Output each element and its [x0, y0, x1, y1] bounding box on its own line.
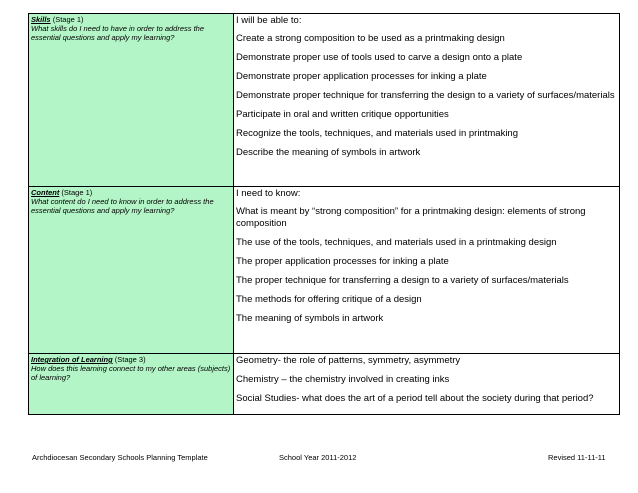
content-item: What is meant by “strong composition” for a printmaking design: elements of strong composition [236, 206, 586, 229]
footer-school-year: School Year 2011-2012 [279, 453, 357, 462]
skills-item: Recognize the tools, techniques, and materials used in printmaking [236, 128, 518, 139]
integration-item: Social Studies- what does the art of a period tell about the society during that period? [236, 393, 594, 404]
skills-item: Demonstrate proper application processes for inking a plate [236, 71, 487, 82]
skills-row [29, 14, 620, 187]
content-row [29, 187, 620, 354]
content-intro: I need to know: [236, 188, 301, 199]
skills-item: Create a strong composition to be used as a printmaking design [236, 33, 505, 44]
integration-heading [31, 355, 231, 364]
skills-content-cell [234, 14, 620, 187]
integration-row [29, 354, 620, 415]
skills-label-cell [29, 14, 234, 187]
content-item: The methods for offering critique of a design [236, 294, 422, 305]
content-title: Content [31, 188, 60, 197]
planning-table [28, 13, 620, 415]
footer-revised-date: Revised 11-11-11 [548, 453, 606, 462]
skills-item: Demonstrate proper use of tools used to carve a design onto a plate [236, 52, 523, 63]
integration-item: Chemistry – the chemistry involved in creating inks [236, 374, 450, 385]
content-item: The proper technique for transferring a design to a variety of surfaces/materials [236, 275, 569, 286]
skills-heading [31, 15, 231, 24]
integration-item: Geometry- the role of patterns, symmetry, asymmetry [236, 355, 461, 366]
footer-template-name: Archdiocesan Secondary Schools Planning Template [32, 453, 208, 462]
skills-item: Participate in oral and written critique opportunities [236, 109, 449, 120]
skills-stage: (Stage 1) [50, 15, 84, 24]
integration-stage: (Stage 3) [112, 355, 146, 364]
content-content-cell [234, 187, 620, 354]
integration-label-cell [29, 354, 234, 415]
skills-item: Describe the meaning of symbols in artwork [236, 147, 421, 158]
skills-title: Skills [31, 15, 51, 24]
integration-description: How does this learning connect to my other areas (subjects) of learning? [31, 364, 231, 382]
content-item: The proper application processes for inking a plate [236, 256, 449, 267]
skills-item: Demonstrate proper technique for transferring the design to a variety of surfaces/materials [236, 90, 615, 101]
content-item: The meaning of symbols in artwork [236, 313, 384, 324]
content-description: What content do I need to know in order to address the essential questions and apply my learning? [31, 197, 214, 215]
content-heading [31, 188, 231, 197]
content-stage: (Stage 1) [59, 188, 93, 197]
integration-title: Integration of Learning [31, 355, 113, 364]
integration-content-cell [234, 354, 620, 415]
content-label-cell [29, 187, 234, 354]
skills-intro: I will be able to: [236, 15, 302, 26]
content-item: The use of the tools, techniques, and materials used in a printmaking design [236, 237, 557, 248]
skills-description: What skills do I need to have in order to address the essential questions and apply my learning? [31, 24, 205, 42]
